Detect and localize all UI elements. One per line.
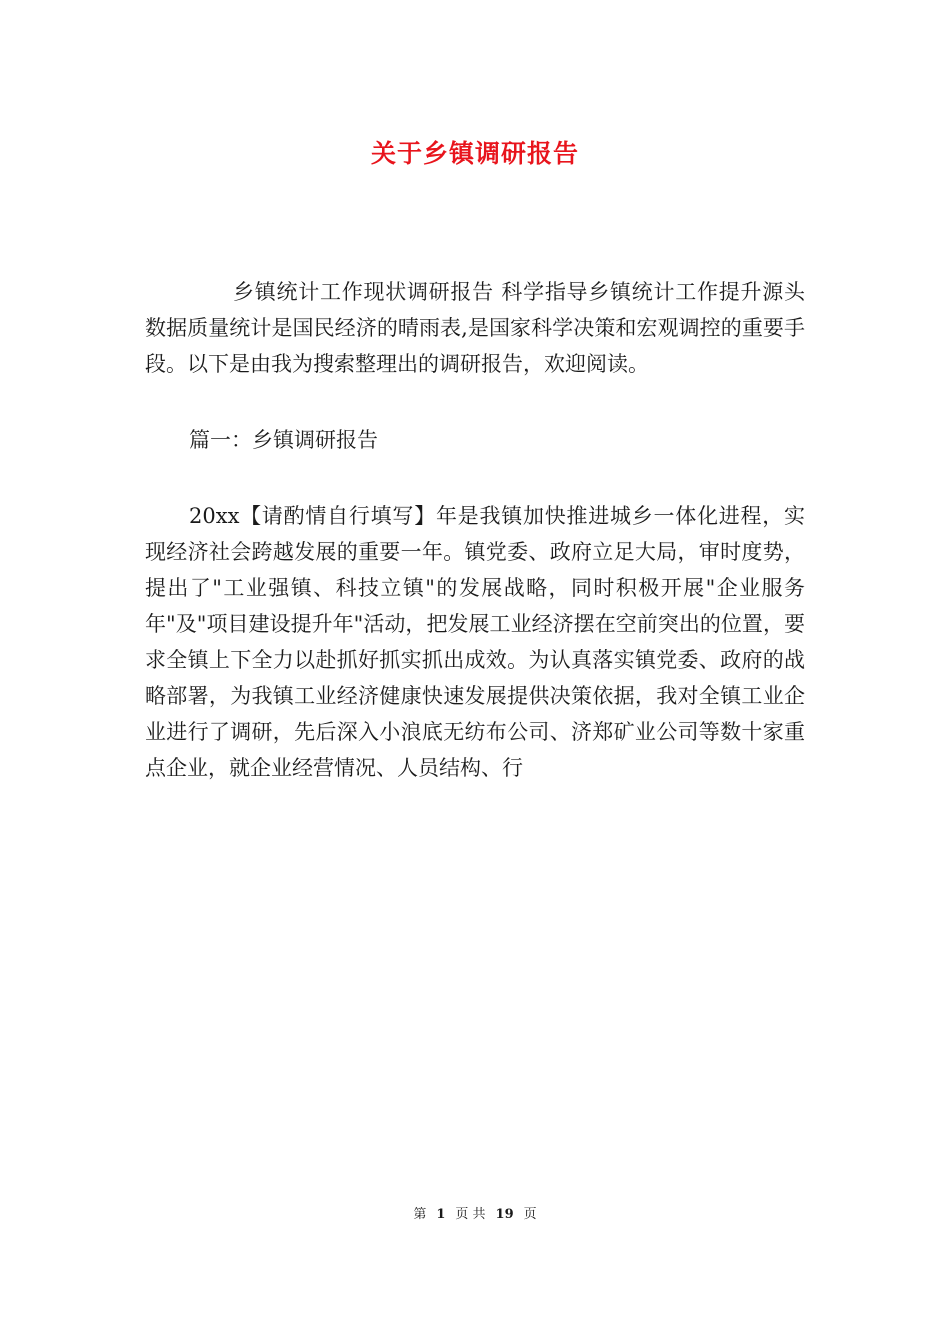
section-heading: 篇一：乡镇调研报告: [189, 428, 378, 452]
document-title: 关于乡镇调研报告: [370, 139, 579, 168]
page-footer: [0, 1205, 950, 1225]
document-body: [145, 274, 805, 826]
footer-page-number: 1: [436, 1207, 446, 1222]
paragraph-body: 20xx【请酌情自行填写】年是我镇加快推进城乡一体化进程，实现经济社会跨越发展的重要一年。镇党委、政府立足大局，审时度势，提出了"工业强镇、科技立镇"的发展战略，同时积极开展"企业服务年"及"项目建设提升年"活动，把发展工业经济摆在空前突出的位置，要求全镇上下全力以赴抓好抓实抓出成效。为认真落实镇党委、政府的战略部署，为我镇工业经济健康快速发展提供决策依据，我对全镇工业企业进行了调研，先后深入小浪底无纺布公司、济郑矿业公司等数十家重点企业，就企业经营情况、人员结构、行: [145, 504, 805, 780]
footer-suffix: 页: [523, 1207, 537, 1222]
paragraph-intro: 乡镇统计工作现状调研报告 科学指导乡镇统计工作提升源头数据质量统计是国民经济的晴雨表,是国家科学决策和宏观调控的重要手段。以下是由我为搜索整理出的调研报告，欢迎阅读。: [145, 280, 805, 376]
footer-prefix: 第: [413, 1207, 427, 1222]
footer-total-pages: 19: [495, 1207, 514, 1222]
footer-middle: 页 共: [455, 1207, 486, 1222]
